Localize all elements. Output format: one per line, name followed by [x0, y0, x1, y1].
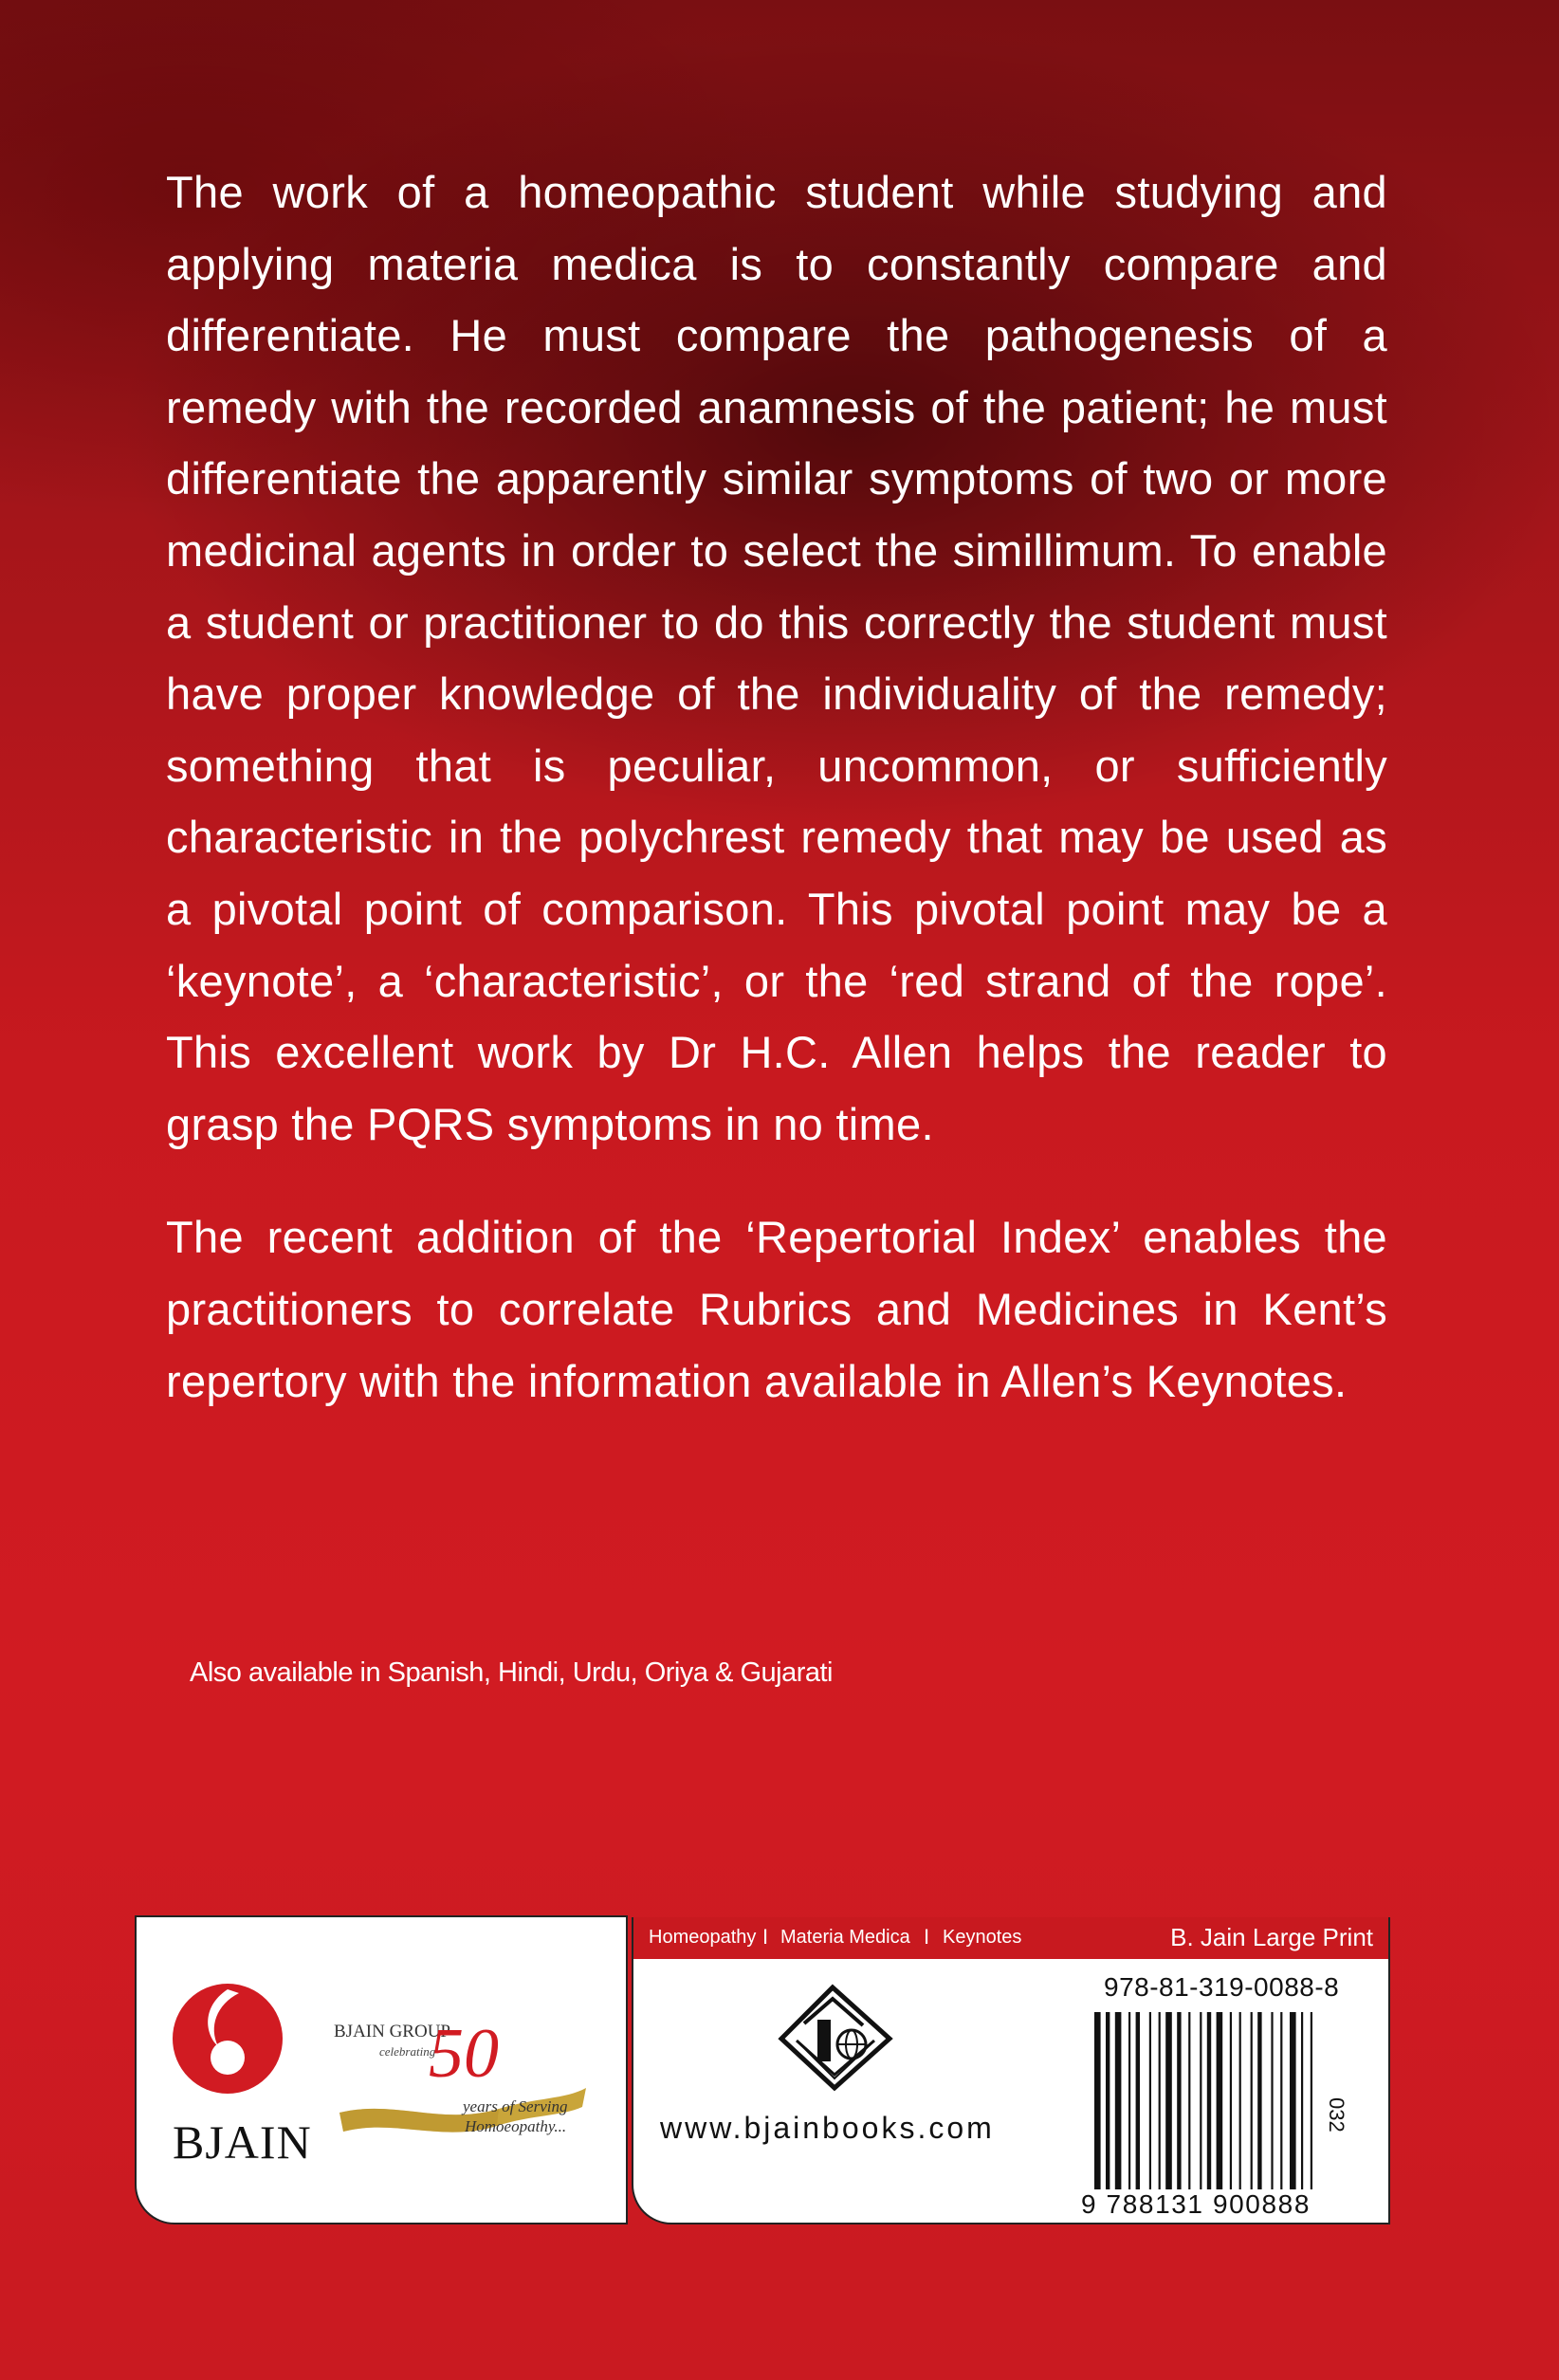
anniversary-badge: [334, 2015, 592, 2154]
anniversary-number: 50: [429, 2015, 499, 2093]
group-name: BJAIN GROUP: [334, 2022, 450, 2041]
also-available-note: Also available in Spanish, Hindi, Urdu, Oriya & Gujarati: [190, 1657, 833, 1688]
bjain-wordmark: BJAIN: [173, 2115, 312, 2169]
barcode-graphic: [1091, 2012, 1347, 2211]
back-cover-blurb: [166, 156, 1387, 1458]
category-separator: I: [762, 1925, 769, 1949]
celebrating-label: celebrating: [379, 2044, 436, 2059]
isbn-number: 978-81-319-0088-8: [1104, 1972, 1340, 2002]
bjain-logo-icon: [171, 1970, 284, 2122]
anniversary-tagline-1: years of Serving: [463, 2097, 568, 2115]
blurb-paragraph-2: The recent addition of the ‘Repertorial Index’ enables the practitioners to correlate Rubrics and Medicines in Kent’s repertory with the information available in Allen’s Keynotes.: [166, 1212, 1387, 1406]
blurb-paragraph-1: The work of a homeopathic student while studying and applying materia medica is to constantly compare and differentiate. He must compare the pathogenesis of a remedy with the recorded anamnesis of the patient; he must differentiate the apparently similar symptoms of two or more medicinal agents in order to select the simillimum. To enable a student or practitioner to do this correctly the student must have proper knowledge of the individuality of the remedy; something that is peculiar, uncommon, or sufficiently characteristic in the polychrest remedy that may be used as a pivotal point of comparison. This pivotal point may be a ‘keynote’, a ‘characteristic’, or the ‘red strand of the rope’. This excellent work by Dr H.C. Allen helps the reader to grasp the PQRS symptoms in no time.: [166, 167, 1387, 1149]
category-separator: I: [924, 1925, 930, 1949]
barcode-digits: 9 788131 900888: [1081, 2189, 1311, 2219]
book-globe-icon: [776, 1982, 899, 2096]
category-materia-medica: Materia Medica: [780, 1927, 910, 1948]
book-info-panel: [632, 1917, 1390, 2224]
category-bar: [633, 1917, 1388, 1959]
category-keynotes: Keynotes: [943, 1927, 1022, 1948]
price-code: 032: [1325, 2097, 1348, 2133]
website-url: www.bjainbooks.com: [660, 2111, 995, 2145]
series-name: B. Jain Large Print: [1170, 1923, 1373, 1951]
category-homeopathy: Homeopathy: [649, 1927, 757, 1948]
publisher-panel: [135, 1915, 628, 2224]
anniversary-tagline-2: Homoeopathy...: [465, 2117, 567, 2135]
